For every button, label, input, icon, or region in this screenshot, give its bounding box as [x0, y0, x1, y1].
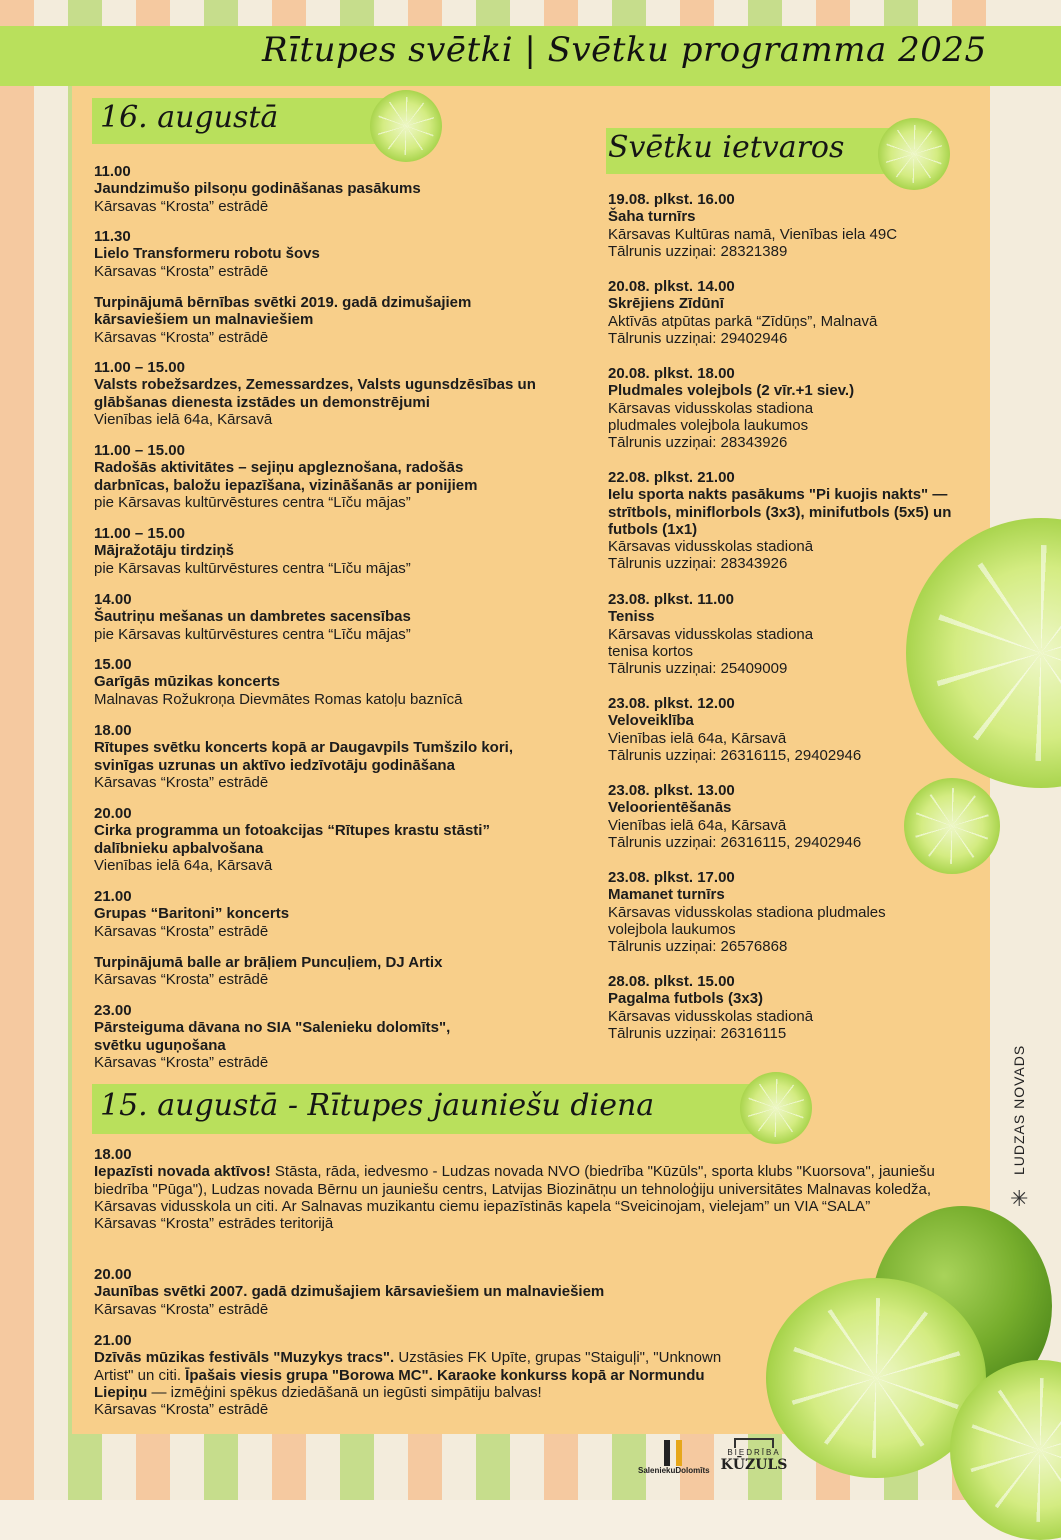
event-item: 23.08. plkst. 11.00 Teniss Kārsavas vidusskolas stadiona tenisa kortos Tālrunis uzziņai: 25409009: [608, 591, 814, 678]
asterisk-icon: ✳: [1010, 1186, 1029, 1211]
salenieku-logo-mark: [664, 1440, 682, 1466]
event-item: 11.00 – 15.00 Valsts robežsardzes, Zemessardzes, Valsts ugunsdzēsības un glābšanas dienesta izstādes un demonstrējumi Vienības ielā 64a, Kārsavā: [94, 359, 536, 428]
event-item: 11.00 Jaundzimušo pilsoņu godināšanas pasākums Kārsavas “Krosta” estrādē: [94, 163, 421, 215]
kuzuls-logo: BIEDRĪBA KŪZULS: [714, 1438, 794, 1473]
event-item: 18.00 Rītupes svētku koncerts kopā ar Daugavpils Tumšzilo kori, svinīgas uzrunas un aktīvo iedzīvotāju godināšana Kārsavas “Krosta” estrādē: [94, 722, 514, 791]
event-item: 20.08. plkst. 14.00 Skrējiens Zīdūnī Aktīvās atpūtas parkā “Zīdūņs”, Malnavā Tālrunis uzziņai: 29402946: [608, 278, 878, 347]
event-item: 23.00 Pārsteiguma dāvana no SIA "Salenieku dolomīts", svētku uguņošana Kārsavas “Krosta” estrādē: [94, 1002, 451, 1071]
kuzuls-logo-mark: [734, 1438, 774, 1448]
event-item: 20.08. plkst. 18.00 Pludmales volejbols (2 vīr.+1 siev.) Kārsavas vidusskolas stadiona pludmales volejbola laukumos Tālrunis uzziņai: 28343926: [608, 365, 855, 452]
event-item: 11.00 – 15.00 Radošās aktivitātes – sejiņu apgleznošana, radošās darbnīcas, baložu iepazīšana, vizināšanās ar ponijiem pie Kārsavas kultūrvēstures centra “Līču mājas”: [94, 442, 478, 511]
event-item: 11.00 – 15.00 Mājražotāju tirdziņš pie Kārsavas kultūrvēstures centra “Līču mājas”: [94, 525, 411, 577]
event-item: 21.00 Dzīvās mūzikas festivāls "Muzykys tracs". Uzstāsies FK Upīte, grupas "Staiguļi", "Unknown Artist" un citi. Īpašais viesis grupa "Borowa MC". Karaoke konkurss kopā ar Normundu Liepiņu — izmēģini spēkus dziedāšanā un iegūsti simpātiju balvas! Kārsavas “Krosta” estrādē: [94, 1332, 722, 1419]
event-item: 23.08. plkst. 17.00 Mamanet turnīrs Kārsavas vidusskolas stadiona pludmales volejbola laukumos Tālrunis uzziņai: 26576868: [608, 869, 886, 956]
event-item: 22.08. plkst. 21.00 Ielu sporta nakts pasākums "Pi kuojis nakts" — strītbols, miniflorbols (3x3), minifutbols (5x5) un futbols (1x1) Kārsavas vidusskolas stadionā Tālrunis uzziņai: 28343926: [608, 469, 952, 573]
event-item: 21.00 Grupas “Baritoni” koncerts Kārsavas “Krosta” estrādē: [94, 888, 290, 940]
aug15-heading: 15. augustā - Rītupes jauniešu diena: [100, 1088, 655, 1123]
event-item: 20.00 Jaunības svētki 2007. gadā dzimušajiem kārsaviešiem un malnaviešiem Kārsavas “Krosta” estrādē: [94, 1266, 605, 1318]
lime-slice-icon: [904, 778, 1000, 874]
lead-up-heading: Svētku ietvaros: [608, 130, 845, 165]
event-item: 15.00 Garīgās mūzikas koncerts Malnavas Rožukroņa Dievmātes Romas katoļu baznīcā: [94, 656, 463, 708]
lime-slice-icon: [740, 1072, 812, 1144]
aug16-heading: 16. augustā: [100, 100, 279, 135]
event-item: 23.08. plkst. 13.00 Veloorientēšanās Vienības ielā 64a, Kārsavā Tālrunis uzziņai: 26316115, 29402946: [608, 782, 862, 851]
page-title: Rītupes svētki | Svētku programma 2025: [262, 30, 987, 70]
event-item: Turpinājumā balle ar brāļiem Puncuļiem, DJ Artix Kārsavas “Krosta” estrādē: [94, 954, 443, 989]
ludzas-novads-label: LUDZAS NOVADS: [1011, 1044, 1027, 1175]
event-item: 19.08. plkst. 16.00 Šaha turnīrs Kārsavas Kultūras namā, Vienības iela 49C Tālrunis uzziņai: 28321389: [608, 191, 898, 260]
lime-slice-icon: [370, 90, 442, 162]
event-item: 23.08. plkst. 12.00 Veloveiklība Vienības ielā 64a, Kārsavā Tālrunis uzziņai: 26316115, 29402946: [608, 695, 862, 764]
salenieku-dolomits-logo: SaleniekuDolomīts: [638, 1440, 708, 1475]
event-item: Turpinājumā bērnības svētki 2019. gadā dzimušajiem kārsaviešiem un malnaviešiem Kārsavas “Krosta” estrādē: [94, 294, 472, 346]
event-item: 28.08. plkst. 15.00 Pagalma futbols (3x3) Kārsavas vidusskolas stadionā Tālrunis uzziņai: 26316115: [608, 973, 814, 1042]
event-item: 18.00 Iepazīsti novada aktīvos! Stāsta, rāda, iedvesmo - Ludzas novada NVO (biedrība "Kūzūls", sporta klubs "Kuorsova", jauniešu biedrība "Pūga"), Ludzas novada Bērnu un jauniešu centrs, Latvijas Biozinātņu un tehnoloģiju universitātes Malnavas koledža, Kārsavas vidusskola un citi. Ar Salnavas muzikantu ciemu iepazīstinās kapela “Sveicinojam, vielejam” un VIA “SALA” Kārsavas “Krosta” estrādes teritorijā: [94, 1146, 935, 1233]
lime-slice-icon: [878, 118, 950, 190]
event-item: 11.30 Lielo Transformeru robotu šovs Kārsavas “Krosta” estrādē: [94, 228, 320, 280]
event-item: 20.00 Cirka programma un fotoakcijas “Rītupes krastu stāsti” dalībnieku apbalvošana Vienības ielā 64a, Kārsavā: [94, 805, 490, 874]
event-item: 14.00 Šautriņu mešanas un dambretes sacensības pie Kārsavas kultūrvēstures centra “Līču mājas”: [94, 591, 411, 643]
